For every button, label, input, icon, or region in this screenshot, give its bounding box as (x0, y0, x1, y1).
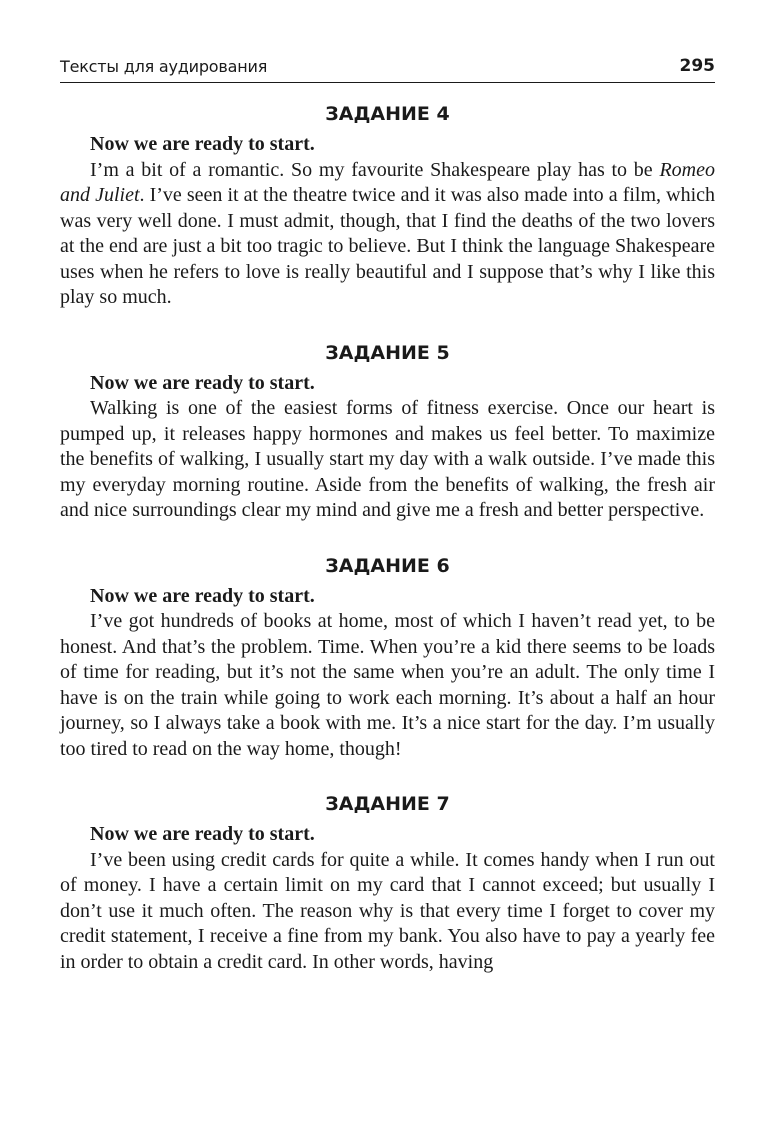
play-title: Romeo and Juliet (60, 158, 715, 206)
section-lead: Now we are ready to start. (90, 584, 315, 607)
section-text: I’ve been using credit cards for quite a while. It comes handy when I run out of money. I have a certain limit on my card that I cannot exceed; but usually I don’t use it much often. The reason why is that every time I forget to cover my credit statement, I receive a fine from my bank. You also have to pay a yearly fee in order to obtain a credit card. In other words, having (60, 848, 715, 973)
section-lead: Now we are ready to start. (90, 823, 315, 845)
section-title: ЗАДАНИЕ 7 (325, 793, 450, 815)
page-content (60, 96, 715, 975)
page-header (60, 54, 715, 83)
section-text: I’ve got hundreds of books at home, most of which I haven’t read yet, to be honest. And that’s the problem. Time. When you’re a kid there seems to be loads of time for reading, but it’s not the same when you’re an adult. The only time I have is on the train while going to work each morning. It’s about a half an hour journey, so I always take a book with me. It’s a nice start for the day. I’m usually too tired to read on the way home, though! (60, 610, 715, 760)
section-title: ЗАДАНИЕ 5 (325, 341, 450, 364)
running-title: Тексты для аудирования (60, 57, 268, 76)
section-text (60, 158, 715, 311)
task-7-section (60, 786, 715, 975)
section-lead: Now we are ready to start. (90, 133, 315, 155)
section-title: ЗАДАНИЕ 4 (325, 103, 450, 125)
section-text: Walking is one of the easiest forms of fitness exercise. Once our heart is pumped up, it releases happy hormones and makes us feel better. To maximize the benefits of walking, I usually start my day with a walk outside. I’ve made this my everyday morning routine. Aside from the benefits of walking, the fresh air and nice surroundings clear my mind and give me a fresh and better perspective. (60, 397, 715, 521)
text-segment: I’m a bit of a romantic. So my favourite Shakespeare play has to be (90, 158, 660, 181)
task-5-section (60, 335, 715, 524)
page-number: 295 (679, 56, 715, 76)
task-6-section (60, 548, 715, 763)
section-lead: Now we are ready to start. (90, 371, 315, 394)
task-4-section (60, 96, 715, 311)
text-segment: . I’ve seen it at the theatre twice and it was also made into a film, which was very well done. I must admit, though, that I find the deaths of the two lovers at the end are just a bit too tragic to believe. But I think the language Shakespeare uses when he refers to love is really beautiful and I suppose that’s why I like this play so much. (60, 184, 715, 308)
section-title: ЗАДАНИЕ 6 (325, 554, 450, 577)
